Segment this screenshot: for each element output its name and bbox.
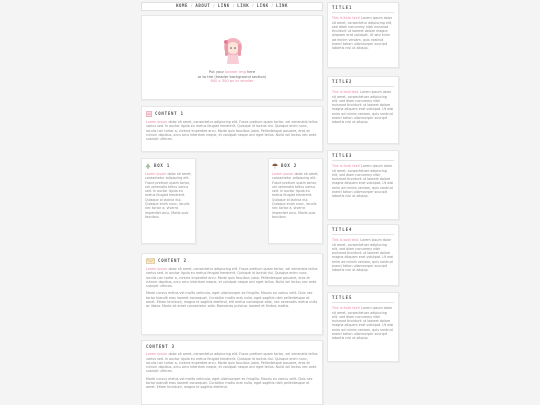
sidebar-body-1	[332, 16, 394, 50]
sidebar-title-1: TITLE1	[332, 5, 353, 10]
sidebar-lead-1: This is italic text!	[332, 16, 361, 21]
content-3-panel	[141, 340, 323, 405]
box-1-body	[145, 172, 192, 219]
sidebar-divider	[332, 302, 394, 303]
sidebar-body-5	[332, 306, 394, 340]
header-caption	[142, 70, 322, 84]
box-2-lead: Lorem ipsum	[272, 172, 294, 176]
nav-separator: /	[191, 3, 193, 9]
nav-link-2[interactable]: LINK	[237, 3, 250, 9]
nav-link-4[interactable]: LINK	[275, 3, 289, 9]
content-2-lead: Lorem ipsum	[146, 267, 168, 271]
content-2-panel	[141, 253, 323, 335]
sidebar-text-1: Lorem ipsum dolor sit amet, consectetur adipiscing elit, sed diam nonummy nibh euismod tincidunt ut laoreet dolore magna aliquam erat volutpat. Ut wisi enim ad minim veniam, quis nostrud exerci tation ullamcorper suscipit lobortis nisl ut aliquip.	[332, 16, 393, 51]
box-1-title: BOX 1	[154, 162, 171, 168]
girl-illustration	[220, 36, 246, 66]
sidebar-block-3	[327, 150, 399, 220]
nav-about[interactable]: ABOUT	[195, 3, 211, 9]
sidebar-divider	[332, 86, 394, 87]
caption-line3: 600 x 300 px or smaller	[210, 79, 254, 83]
content-2-text: dolor sit amet, consectetur adipiscing elit. Fusce pretium quam tortor, vel venenatis tellus varius sed. In auctor ligula eu metus feugiat hendrerit. Quisque id lacinia dui. Quisque enim nunc, iaculis nec tortor a, viverra imperdiet arcu. Morbi quis faucibus justo. Pellentesque posuere, eros et rutrum dapibus, arcu arcu interdum neque, et volutpat neque orci eget tellus. Nulla vel lectus nec ante suscipit ultrices.	[146, 267, 318, 289]
box-2-heading	[272, 163, 319, 169]
content-2-title: CONTENT 2	[158, 257, 187, 263]
caption-post: here	[246, 70, 256, 74]
content-1-panel	[141, 106, 323, 152]
sidebar-text-4: Lorem ipsum dolor sit amet, consectetuer adipiscing elit, sed diam nonummy nibh euismod tincidunt ut laoreet dolore magna aliquam erat volutpat. Ut wisi enim ad minim veniam, quis nostrud exerci tation ullamcorper suscipit lobortis nisl ut aliquip.	[332, 238, 394, 273]
box-2-body	[272, 172, 319, 219]
nav-home[interactable]: HOME	[175, 3, 188, 9]
sidebar-title-3: TITLE3	[332, 153, 353, 158]
content-3-lead: Lorem ipsum	[146, 352, 168, 357]
sidebar-block-1	[327, 2, 399, 68]
content-2-body	[146, 267, 318, 288]
content-1-text: dolor sit amet, consectetur adipiscing elit. Fusce pretium quam tortor, vel venenatis tellus varius sed. In auctor ligula eu metus feugiat hendrerit. Quisque id lacinia dui. Quisque enim nunc, iaculis nec tortor a, viverra imperdiet arcu. Morbi quis faucibus justo. Pellentesque posuere, eros et rutrum dapibus, arcu arcu interdum neque, et volutpat neque orci eget tellus. Nulla vel lectus nec ante suscipit ultrices.	[146, 120, 318, 142]
content-1-lead: Lorem ipsum	[146, 120, 168, 124]
sidebar-divider	[332, 160, 394, 161]
sidebar-divider	[332, 234, 394, 235]
box-2-title: BOX 2	[281, 162, 298, 168]
sidebar-body-3	[332, 164, 394, 198]
sidebar-body-4	[332, 238, 394, 272]
box-1-heading	[145, 163, 192, 169]
top-nav	[141, 2, 323, 11]
caption-pre: Put your	[208, 70, 224, 74]
content-3-body-2: Morbi cursus metus vel mollis vehicula, eget ullamcorper ex fringilla. Mauris eu varius velit. Duis nec tortor blandit eros laoreet consequat. Curabitur mollis erat nulla, eget sagittis nibh pellentesque et amet. Etiam tincidunt, magna id sagittis eleifend.	[146, 376, 313, 390]
sidebar-block-2	[327, 76, 399, 144]
content-1-heading	[146, 111, 318, 117]
caption-line2: or to the (header background section)	[197, 74, 267, 79]
box-1-lead: Lorem ipsum	[145, 172, 167, 176]
sidebar-lead-3: This is italic text!	[332, 164, 361, 169]
sidebar-body-2	[332, 90, 394, 124]
content-2-body-2: Morbi cursus metus vel mollis vehicula, eget ullamcorper ex fringilla. Mauris eu varius velit. Duis nec tortor blandit eros laoreet consequat. Curabitur mollis erat nulla, eget sagittis nibh pellentesque et amet. Etiam tincidunt, magna id sagittis eleifend, elit metus consequat odio, nec venenatis metus nulla ac libero. Morbi sit amet consectetur odio. Maecenas pulvinar laoreet et finibus mattis.	[146, 291, 318, 309]
content-3-body	[146, 352, 318, 373]
box-2-panel	[268, 158, 323, 244]
tree-icon	[145, 163, 151, 169]
content-3-title: CONTENT 3	[146, 344, 175, 349]
box-1-text: dolor sit amet, consectetur adipiscing elit. Fusce pretium quam tortor, vel venenatis tellus varius sed. In auctor ligula eu metus feugiat hendrerit. Quisque id lacinia dui. Quisque enim nunc, iaculis nec tortor a, viverra imperdiet arcu. Morbi quis faucibus	[145, 172, 192, 219]
sidebar-divider	[332, 12, 394, 13]
nav-separator: /	[271, 3, 273, 9]
nav-link-3[interactable]: LINK	[256, 3, 269, 9]
sidebar-title-5: TITLE5	[332, 295, 353, 300]
header-banner	[141, 15, 323, 100]
nav-separator: /	[232, 3, 235, 9]
content-3-text: dolor sit amet, consectetur adipiscing elit. Fusce pretium quam tortor, vel venenatis tellus varius sed. In auctor ligula eu metus feugiat hendrerit. Quisque id lacinia dui. Quisque enim nunc, iaculis nec tortor a, viverra imperdiet arcu. Morbi quis faucibus justo. Pellentesque posuere, eros et rutrum dapibus, arcu arcu interdum neque, et volutpat neque orci eget tellus. Nulla vel lectus nec ante suscipit ultrices.	[146, 352, 318, 374]
sidebar-text-2: Lorem ipsum dolor sit amet, consectetuer adipiscing elit, sed diam nonummy nibh euismod tincidunt ut laoreet dolore magna aliquam erat volutpat. Ut wisi enim ad minim veniam, quis nostrud exerci tation ullamcorper suscipit lobortis nisl ut aliquip.	[332, 90, 394, 125]
sidebar-title-2: TITLE2	[332, 79, 353, 84]
box-2-text: dolor sit amet, consectetur adipiscing elit. Fusce pretium quam tortor, vel venenatis tellus varius sed. In auctor ligula eu metus feugiat hendrerit. Quisque id lacinia dui. Quisque enim nunc, iaculis nec tortor a, viverra imperdiet arcu. Morbi quis faucibus	[272, 172, 319, 219]
sidebar-text-3: Lorem ipsum dolor sit amet, consectetuer adipiscing elit, sed diam nonummy nibh euismod tincidunt ut laoreet dolore magna aliquam erat volutpat. Ut wisi enim ad minim veniam, quis nostrud exerci tation ullamcorper suscipit lobortis nisl ut aliquip.	[332, 164, 394, 199]
content-2-heading	[146, 258, 318, 264]
envelope-icon	[146, 258, 155, 264]
sidebar-block-4	[327, 224, 399, 286]
nav-separator: /	[213, 3, 215, 9]
content-1-body	[146, 120, 318, 141]
content-3-heading	[146, 345, 318, 349]
content-1-title: CONTENT 1	[155, 110, 184, 116]
sidebar-text-5: Lorem ipsum dolor sit amet, consectetuer adipiscing elit, sed diam nonummy nibh euismod tincidunt ut laoreet dolore magna aliquam erat volutpat. Ut wisi enim ad minim veniam, quis nostrud exerci tation ullamcorper suscipit lobortis nisl ut aliquip.	[332, 306, 394, 341]
mushroom-icon	[272, 163, 278, 169]
sidebar-lead-5: This is italic text!	[332, 306, 361, 311]
sidebar-title-4: TITLE4	[332, 227, 353, 232]
nav-separator: /	[252, 3, 254, 9]
box-1-panel	[141, 158, 196, 244]
sidebar-lead-2: This is bold text.	[332, 90, 360, 95]
nav-link-1[interactable]: LINK	[217, 3, 230, 9]
caption-link[interactable]: banner img	[225, 70, 246, 74]
note-icon	[146, 111, 152, 117]
sidebar-block-5	[327, 292, 399, 362]
sidebar-lead-4: This is bold text.	[332, 238, 360, 243]
